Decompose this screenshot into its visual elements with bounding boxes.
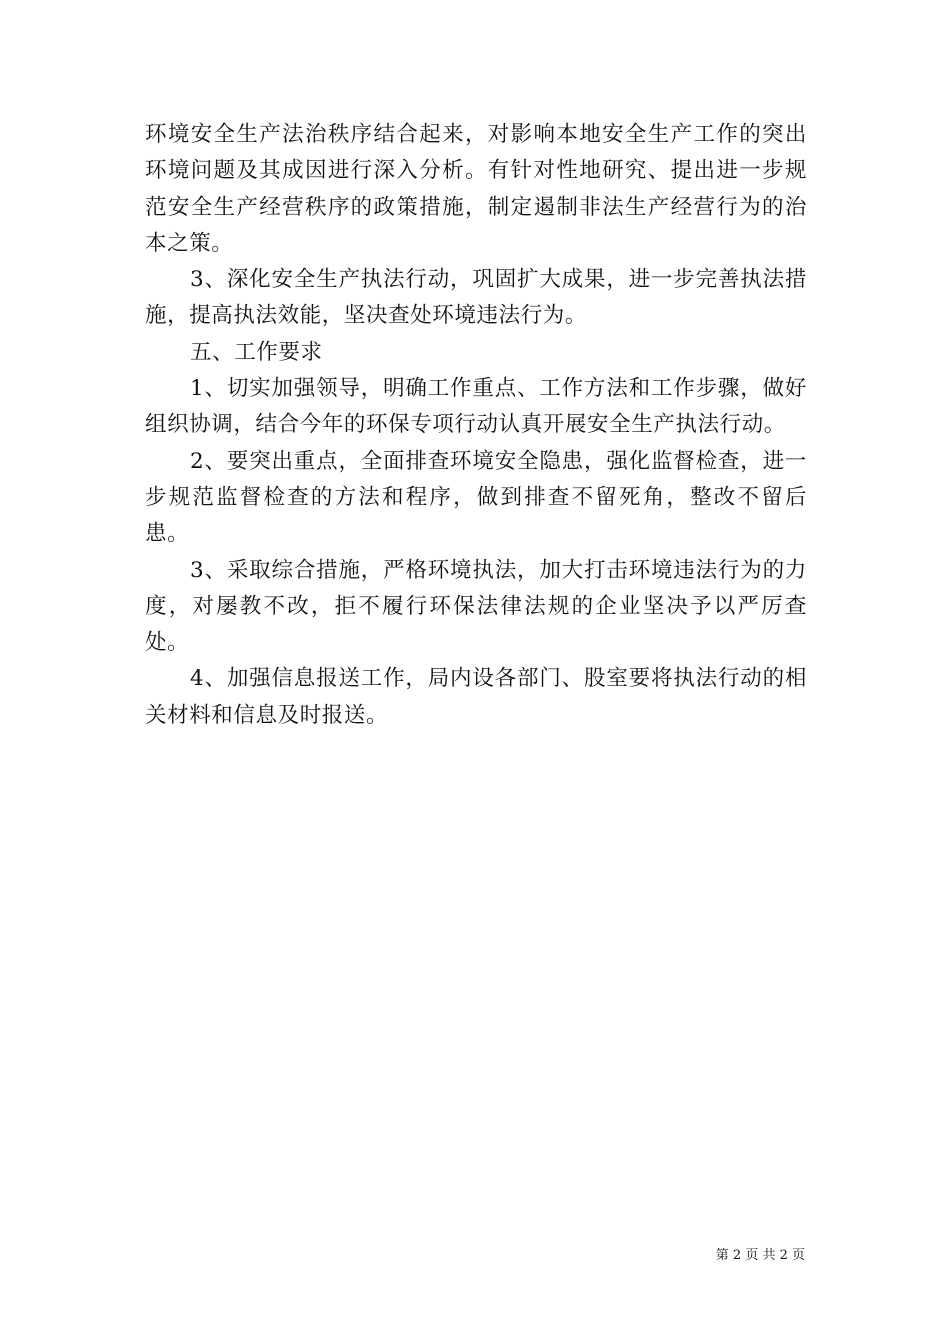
paragraph-requirement-4: 4、加强信息报送工作，局内设各部门、股室要将执法行动的相关材料和信息及时报送。 [145, 666, 807, 728]
document-body [145, 117, 807, 734]
paragraph-item-3-enforcement: 3、深化安全生产执法行动，巩固扩大成果，进一步完善执法措施，提高执法效能，坚决查处环境违法行为。 [145, 267, 807, 329]
paragraph-continuation: 环境安全生产法治秩序结合起来，对影响本地安全生产工作的突出环境问题及其成因进行深入分析。有针对性地研究、提出进一步规范安全生产经营秩序的政策措施，制定遏制非法生产经营行为的治本之策。 [145, 122, 807, 256]
paragraph-requirement-3: 3、采取综合措施，严格环境执法，加大打击环境违法行为的力度，对屡教不改，拒不履行环保法律法规的企业坚决予以严厉查处。 [145, 557, 807, 656]
page-number-footer: 第 2 页 共 2 页 [715, 1248, 805, 1263]
paragraph-requirement-1: 1、切实加强领导，明确工作重点、工作方法和工作步骤，做好组织协调，结合今年的环保专项行动认真开展安全生产执法行动。 [145, 376, 807, 438]
paragraph-requirement-2: 2、要突出重点，全面排查环境安全隐患，强化监督检查，进一步规范监督检查的方法和程序，做到排查不留死角，整改不留后患。 [145, 448, 807, 547]
section-heading-requirements: 五、工作要求 [190, 339, 323, 365]
